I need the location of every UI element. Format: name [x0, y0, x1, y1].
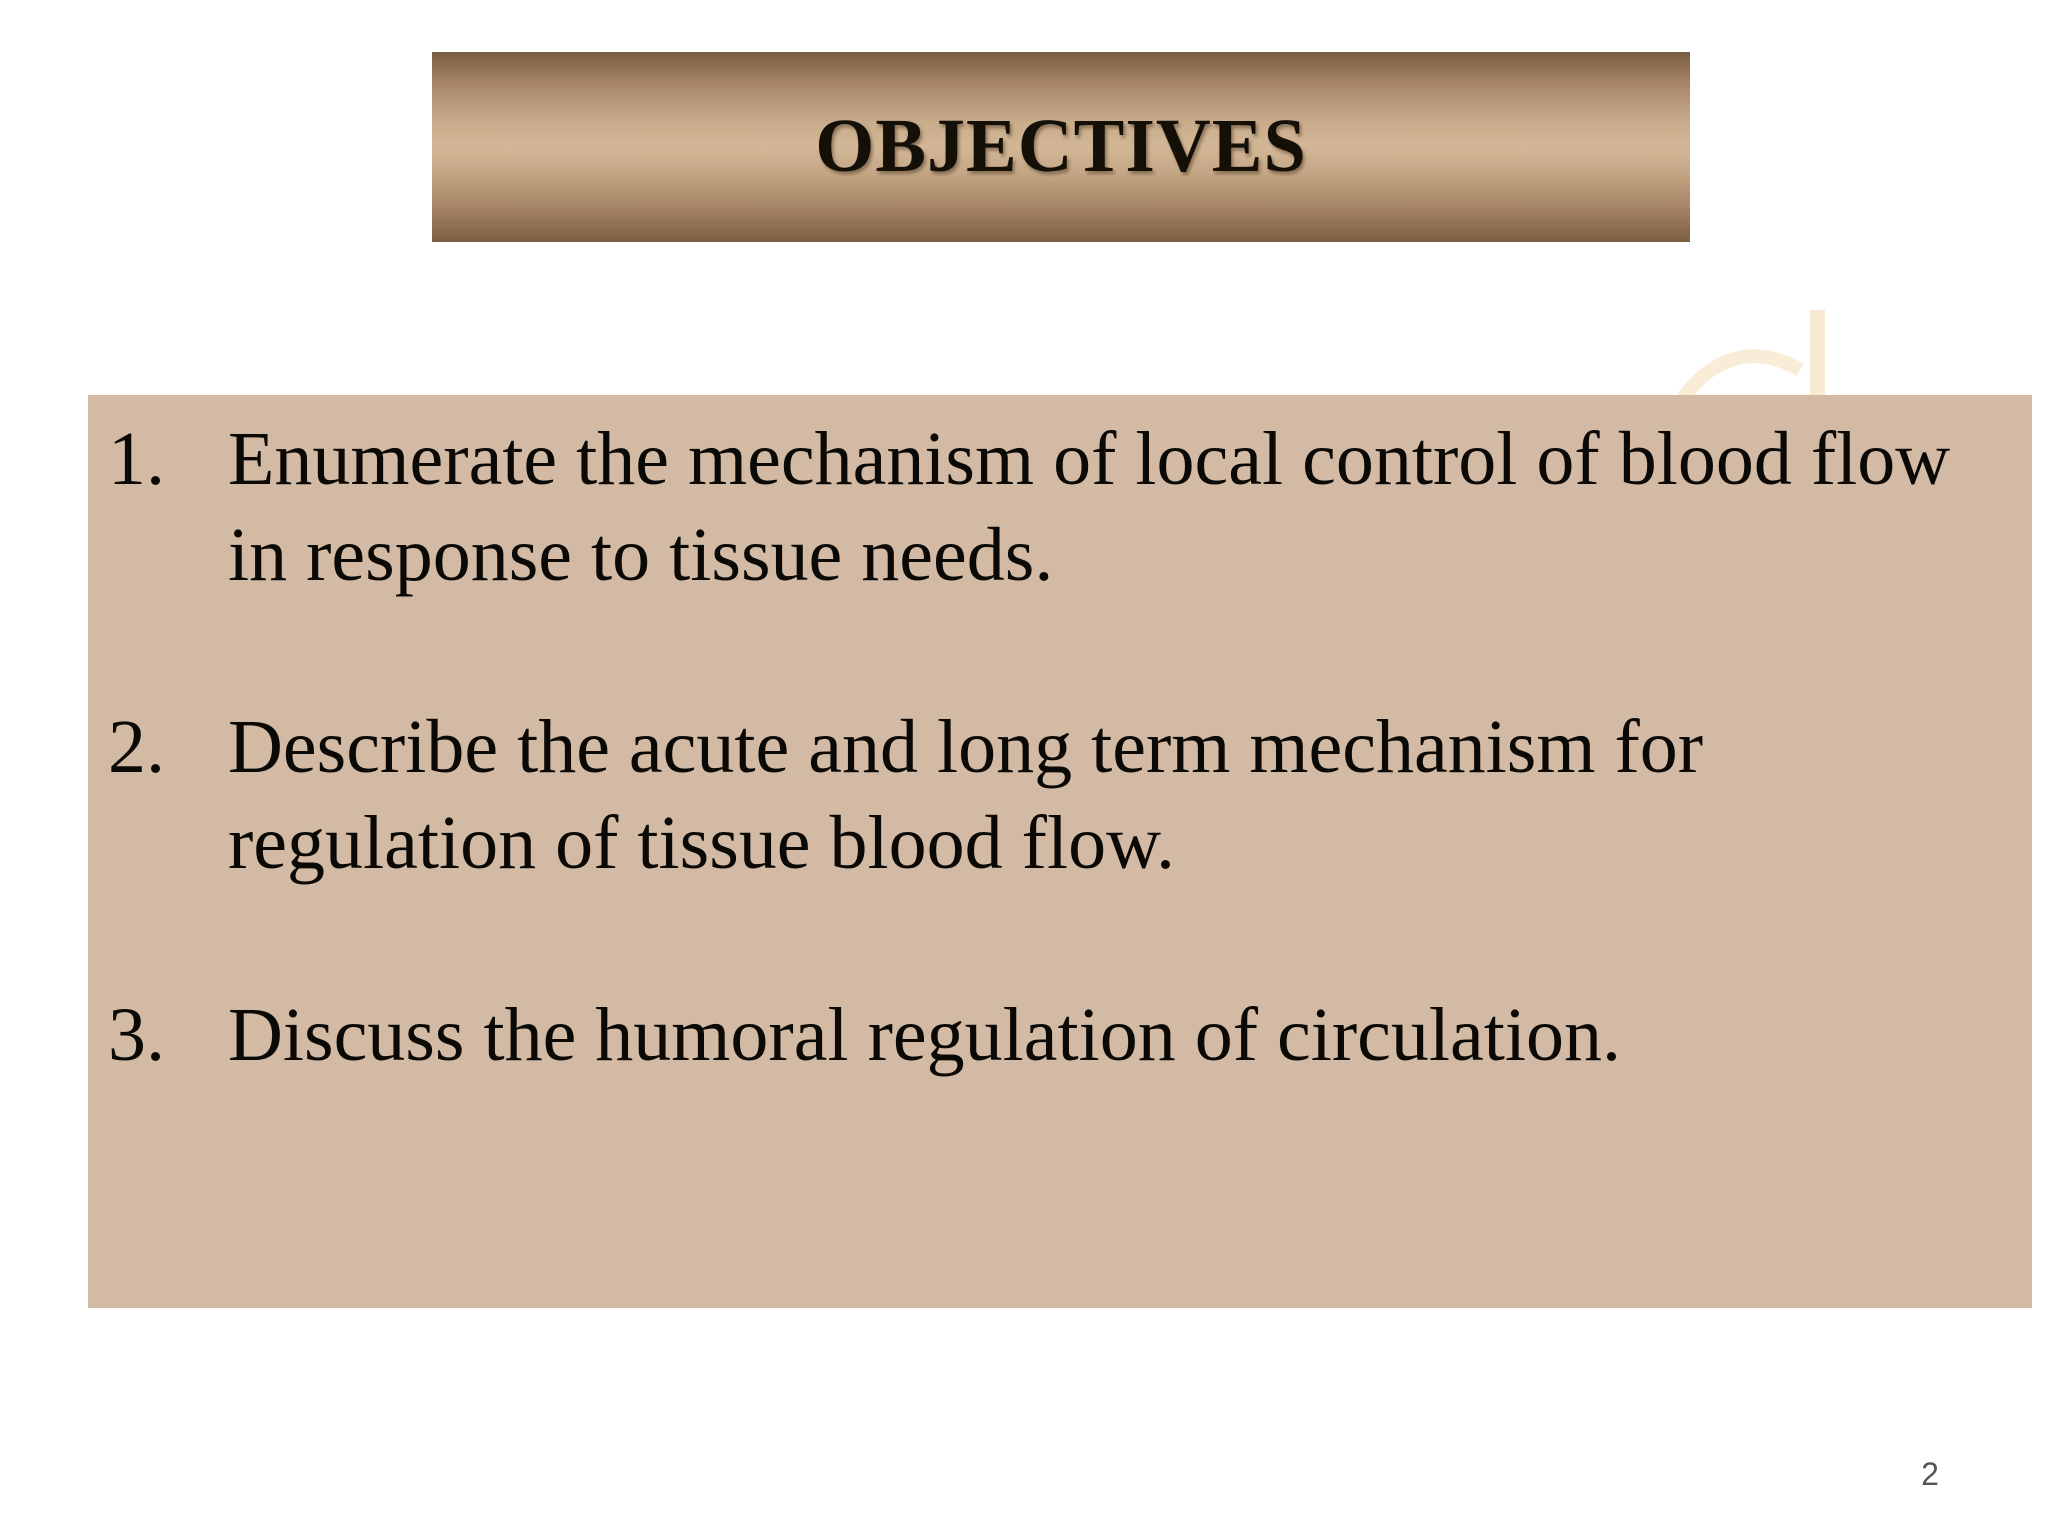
objectives-box: [88, 395, 2032, 1308]
objective-text: Discuss the humoral regulation of circulation.: [228, 993, 1621, 1077]
objective-item-3: [108, 987, 1968, 1083]
objective-number: 2.: [108, 705, 165, 789]
objective-text: Describe the acute and long term mechanism for regulation of tissue blood flow.: [228, 705, 1704, 885]
title-banner: [432, 52, 1690, 242]
objective-number: 1.: [108, 417, 165, 501]
page-number: 2: [1921, 1456, 1939, 1492]
objective-number: 3.: [108, 993, 165, 1077]
objective-item-1: [108, 411, 1968, 603]
objective-text: Enumerate the mechanism of local control of blood flow in response to tissue needs.: [228, 417, 1951, 597]
objectives-list: [108, 411, 1968, 1083]
objective-item-2: [108, 699, 1968, 891]
slide-title: OBJECTIVES: [815, 104, 1307, 188]
